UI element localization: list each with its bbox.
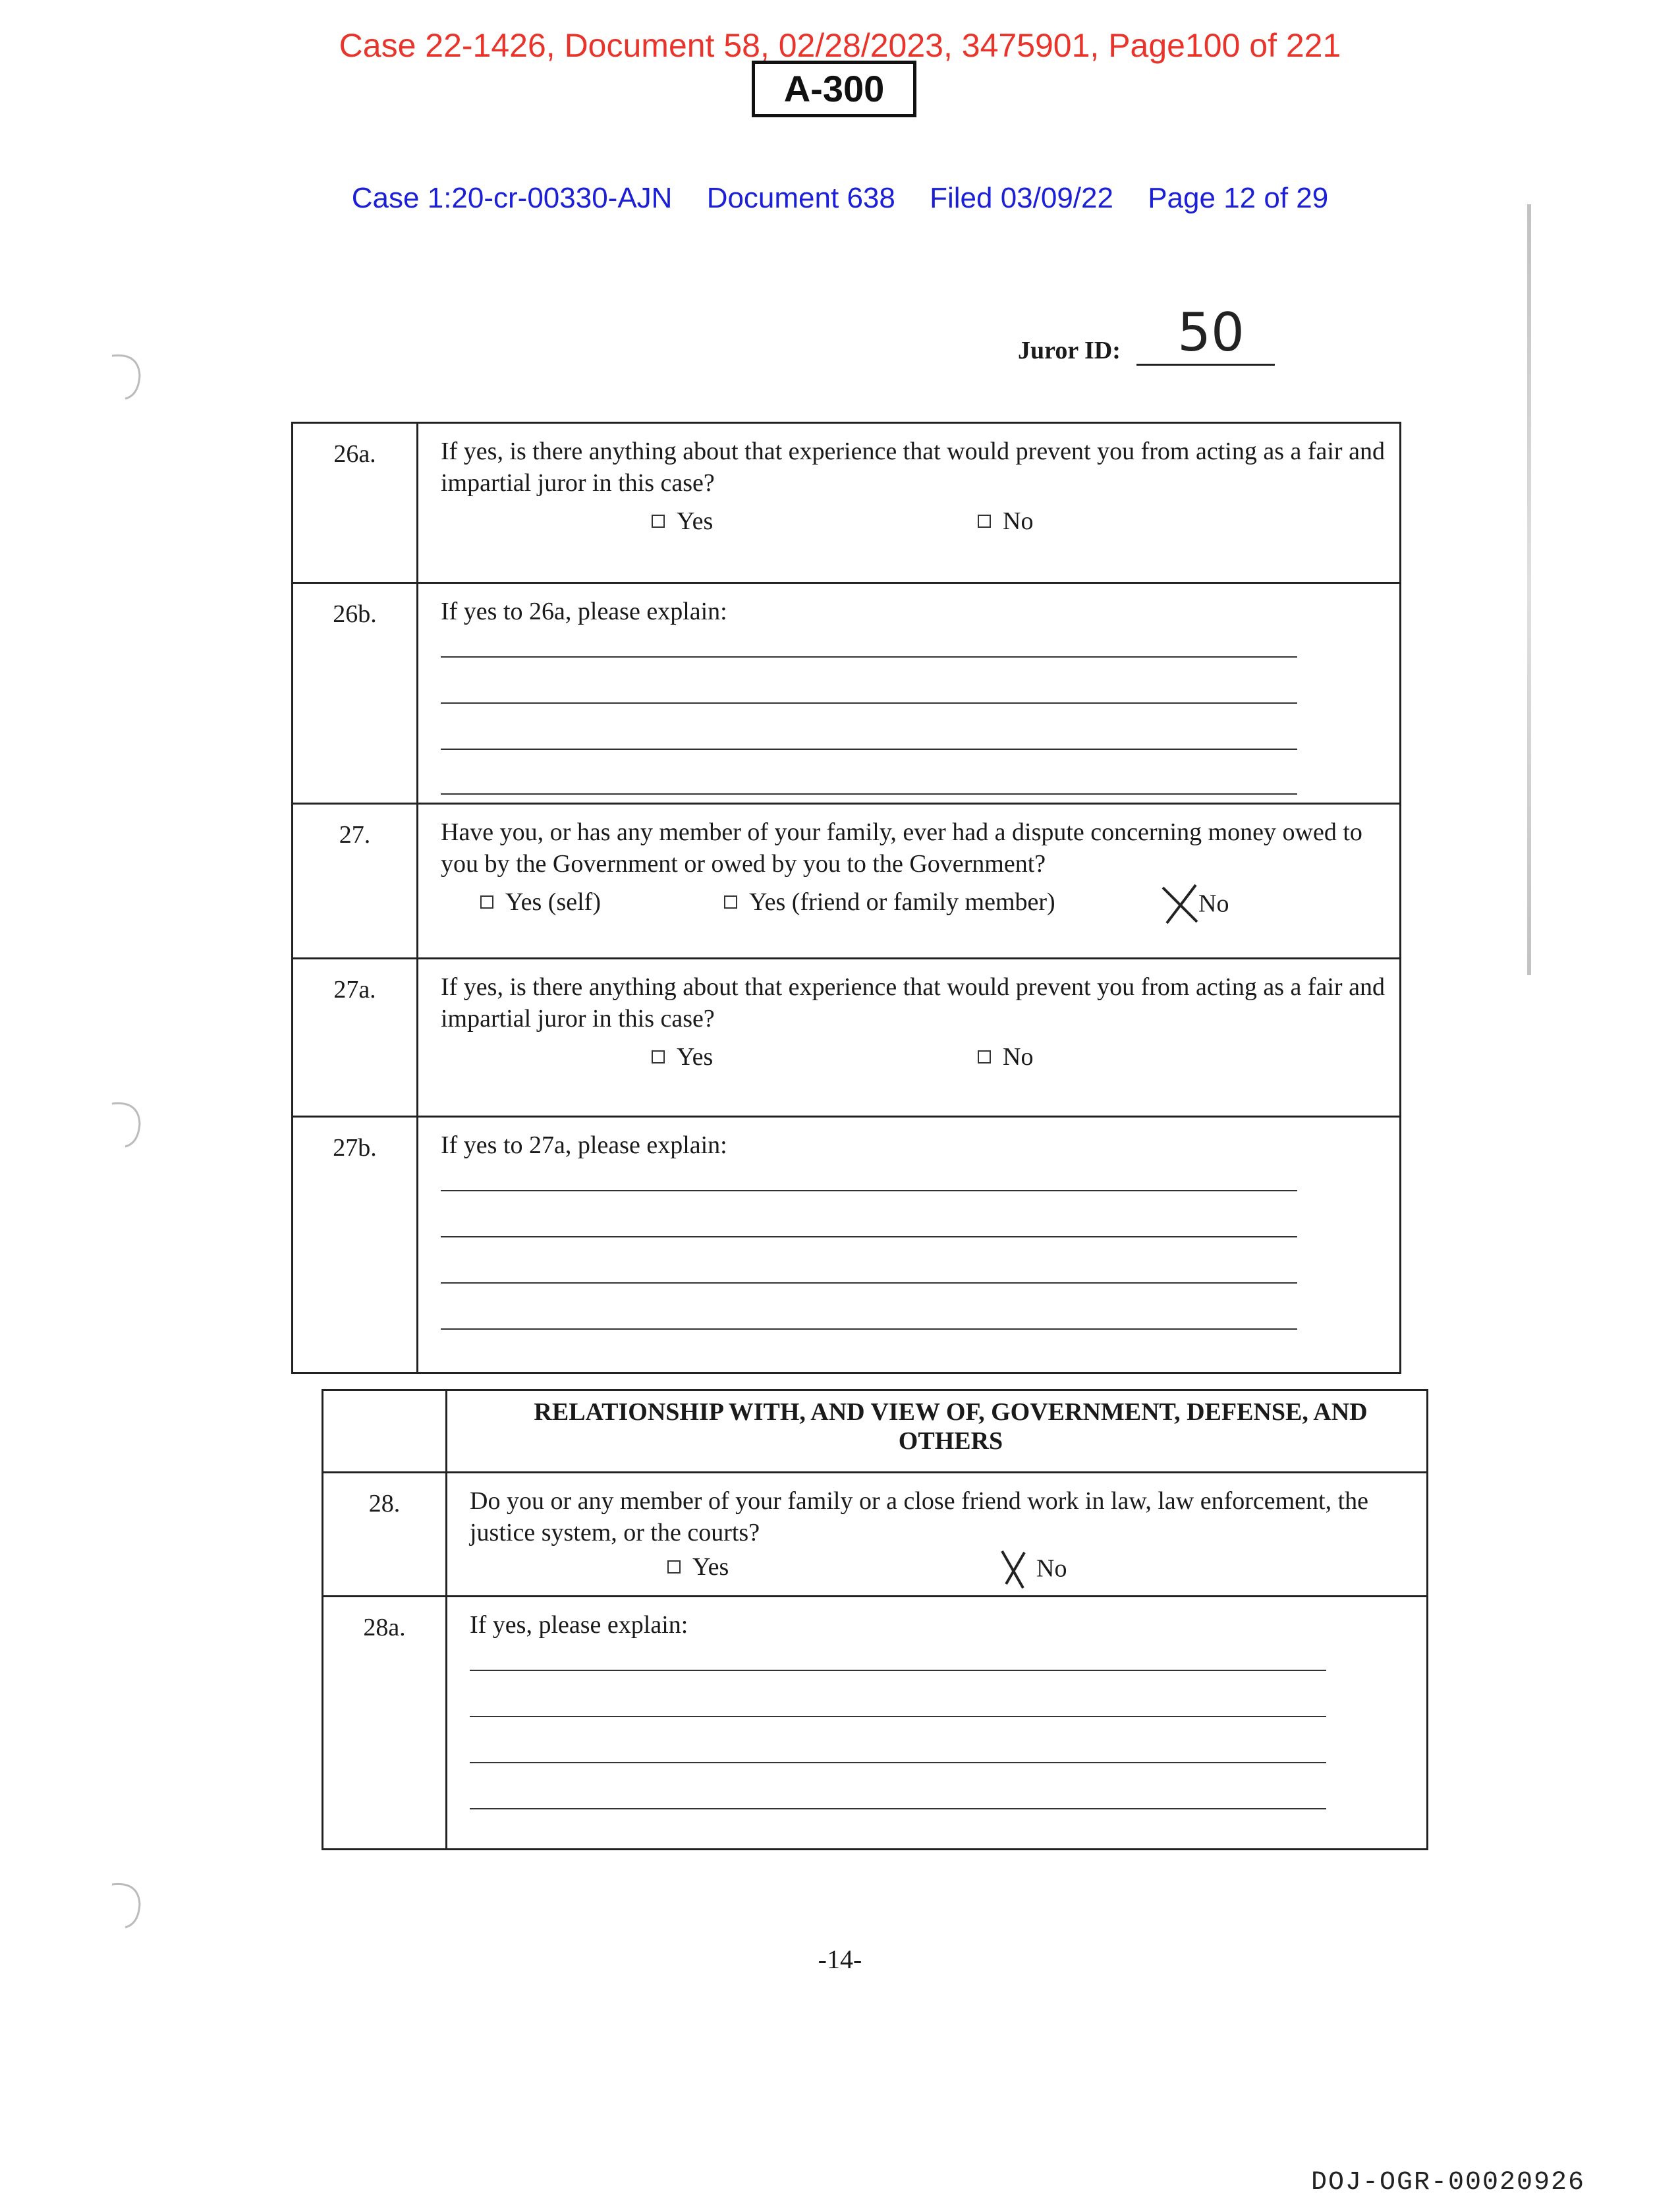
question-number: 26b.: [293, 584, 418, 803]
question-text: If yes, please explain:: [470, 1611, 688, 1639]
option-yes[interactable]: [667, 1551, 729, 1583]
option-yes-family[interactable]: [724, 886, 1055, 918]
option-label: Yes: [692, 1553, 729, 1581]
answer-line[interactable]: [441, 1236, 1297, 1237]
questionnaire-table-2: [322, 1389, 1428, 1850]
question-row-26a: [293, 424, 1399, 582]
hole-punch-mark-1: [99, 343, 152, 402]
option-label: No: [1036, 1554, 1067, 1583]
question-number: 28.: [323, 1473, 447, 1595]
answer-line[interactable]: [441, 1328, 1297, 1330]
checkbox-yes[interactable]: [667, 1560, 681, 1574]
question-text: If yes to 26a, please explain:: [441, 598, 727, 625]
option-yes-self[interactable]: [480, 886, 601, 918]
district-page-count: Page 12 of 29: [1148, 182, 1329, 214]
option-no[interactable]: [1159, 886, 1229, 926]
juror-id-value: 50: [1177, 302, 1245, 363]
answer-line[interactable]: [470, 1716, 1326, 1717]
option-label: No: [1198, 890, 1229, 918]
checkbox-yes[interactable]: [652, 515, 665, 528]
option-label: No: [1003, 1043, 1034, 1071]
checkbox-yes-family[interactable]: [724, 895, 737, 909]
juror-id-label: Juror ID:: [1018, 337, 1121, 364]
question-number: 27a.: [293, 959, 418, 1116]
question-text: Do you or any member of your family or a close friend work in law, law enforcement, the justice system, or the courts?: [470, 1487, 1369, 1546]
question-text: If yes, is there anything about that experience that would prevent you from acting as a fair and impartial juror in this case?: [441, 438, 1385, 497]
page-edge-shadow: [1527, 204, 1531, 975]
district-header: [0, 182, 1680, 215]
checked-x-mark-icon[interactable]: [1159, 882, 1198, 922]
answer-line[interactable]: [441, 1190, 1297, 1191]
option-label: No: [1003, 507, 1034, 535]
question-row-27b: [293, 1116, 1399, 1372]
section-header-num-cell: [323, 1391, 447, 1471]
answer-line[interactable]: [470, 1808, 1326, 1809]
answer-line[interactable]: [470, 1762, 1326, 1763]
appendix-stamp: A-300: [752, 61, 916, 117]
district-case-number: Case 1:20-cr-00330-AJN: [351, 182, 673, 214]
question-row-28a: [323, 1595, 1426, 1848]
questionnaire-table-1: [291, 422, 1401, 1374]
answer-line[interactable]: [441, 793, 1297, 795]
answer-line[interactable]: [441, 656, 1297, 658]
question-text: If yes, is there anything about that experience that would prevent you from acting as a fair and impartial juror in this case?: [441, 973, 1385, 1033]
question-row-27a: [293, 957, 1399, 1116]
option-label: Yes: [677, 1043, 714, 1071]
answer-line[interactable]: [441, 1282, 1297, 1284]
question-row-26b: [293, 582, 1399, 803]
ecf-header-line: Case 22-1426, Document 58, 02/28/2023, 3475901, Page100 of 221: [339, 27, 1341, 64]
option-label: Yes (self): [505, 888, 601, 916]
question-row-27: [293, 803, 1399, 957]
checkbox-no[interactable]: [978, 1050, 991, 1063]
question-text: Have you, or has any member of your family, ever had a dispute concerning money owed to you by the Government or owed by you to the Government?: [441, 818, 1362, 878]
question-text: If yes to 27a, please explain:: [441, 1131, 727, 1159]
question-number: 28a.: [323, 1597, 447, 1848]
answer-line[interactable]: [441, 749, 1297, 750]
checkbox-yes[interactable]: [652, 1050, 665, 1063]
answer-line[interactable]: [470, 1670, 1326, 1671]
hole-punch-mark-3: [99, 1871, 152, 1931]
option-no[interactable]: [978, 1041, 1033, 1073]
district-filed-date: Filed 03/09/22: [930, 182, 1113, 214]
section-header-row: [323, 1391, 1426, 1471]
juror-id-underline: [1136, 364, 1275, 366]
question-number: 27.: [293, 805, 418, 957]
question-number: 27b.: [293, 1118, 418, 1372]
bates-number: DOJ-OGR-00020926: [1311, 2168, 1586, 2198]
option-yes[interactable]: [652, 505, 713, 537]
question-row-28: [323, 1471, 1426, 1595]
option-no[interactable]: [997, 1551, 1067, 1591]
checked-x-mark-icon[interactable]: [997, 1547, 1036, 1587]
option-no[interactable]: [978, 505, 1033, 537]
option-yes[interactable]: [652, 1041, 713, 1073]
page-number: -14-: [818, 1944, 862, 1974]
answer-line[interactable]: [441, 702, 1297, 704]
section-title: RELATIONSHIP WITH, AND VIEW OF, GOVERNMENT, DEFENSE, AND OTHERS: [534, 1398, 1368, 1455]
option-label: Yes: [677, 507, 714, 535]
option-label: Yes (friend or family member): [749, 888, 1055, 916]
question-number: 26a.: [293, 424, 418, 582]
checkbox-yes-self[interactable]: [480, 895, 493, 909]
district-document-number: Document 638: [706, 182, 895, 214]
hole-punch-mark-2: [99, 1091, 152, 1150]
checkbox-no[interactable]: [978, 515, 991, 528]
